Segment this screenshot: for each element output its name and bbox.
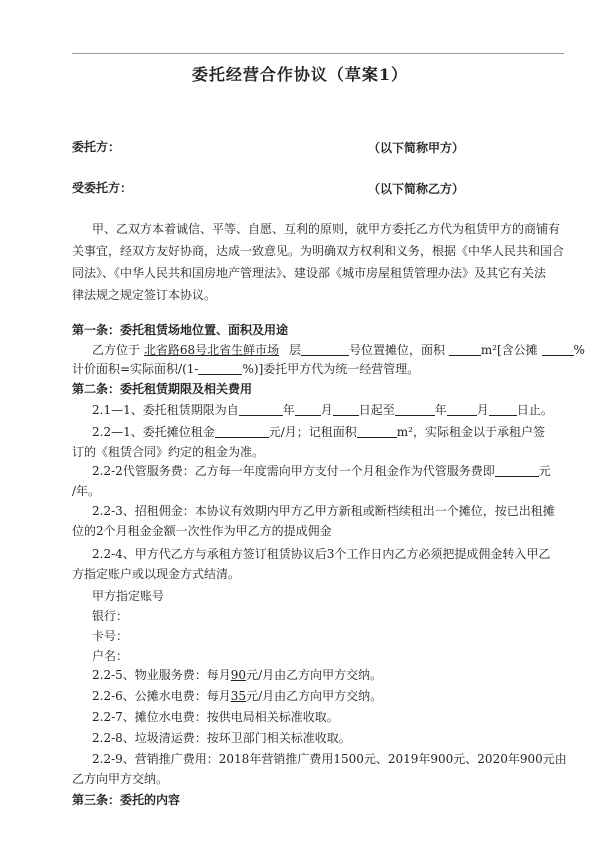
property-fee-value: 90 bbox=[230, 668, 247, 682]
shared-area-blank bbox=[542, 343, 574, 356]
party-a-label: 委托方： bbox=[72, 140, 121, 154]
clause-2-2-1-cont: 订的《租赁合同》约定的租金为准。 bbox=[72, 445, 265, 459]
party-a-note: （以下简称甲方） bbox=[368, 141, 465, 155]
clause-2-2-4-line-1: 2.2-4、甲方代乙方与承租方签订租赁协议后3个工作日内乙方必须把提成佣金转入甲乙 bbox=[92, 547, 551, 561]
party-b-label: 受委托方： bbox=[72, 181, 133, 195]
clause-2-2-1: 2.2—1、委托摊位租金 元/月；记租面积 m²，实际租金以于承租户签 bbox=[92, 425, 545, 439]
clause-2-2-2-cont: /年。 bbox=[72, 484, 101, 498]
card-number-label: 卡号： bbox=[92, 629, 129, 643]
clause-2-2-6: 2.2-6、公摊水电费：每月35元/月由乙方向甲方交纳。 bbox=[92, 689, 383, 703]
clause-2-2-5: 2.2-5、物业服务费：每月90元/月由乙方向甲方交纳。 bbox=[92, 668, 383, 682]
account-title: 甲方指定账号 bbox=[92, 589, 165, 603]
article-2-heading: 第二条：委托租赁期限及相关费用 bbox=[72, 382, 253, 396]
party-b-note: （以下简称乙方） bbox=[368, 182, 465, 196]
clause-2-2-9-line-1: 2.2-9、营销推广费用：2018年营销推广费用1500元、2019年900元、2020年900元由 bbox=[92, 752, 567, 766]
article-1-location-line: 乙方位于 北省路68号北省生鲜市场 层 号位置摊位，面积 m²[含公摊 % bbox=[92, 343, 585, 357]
intro-line-4: 律法规之规定签订本协议。 bbox=[72, 288, 217, 302]
article-1-heading: 第一条：委托租赁场地位置、面积及用途 bbox=[72, 323, 289, 337]
service-fee-blank bbox=[495, 464, 539, 477]
clause-2-2-3-line-1: 2.2-3、招租佣金：本协议有效期内甲方乙甲方新租或断档续租出一个摊位，按已出租摊 bbox=[92, 504, 555, 518]
intro-line-3: 同法》、《中华人民共和国房地产管理法》、建设部《城市房屋租赁管理办法》及其它有关法 bbox=[72, 266, 547, 280]
percent-blank bbox=[198, 362, 242, 375]
account-holder-label: 户名： bbox=[92, 649, 129, 663]
clause-2-2-2: 2.2-2代管服务费：乙方每一年度需向甲方支付一个月租金作为代管服务费即 元 bbox=[92, 464, 551, 478]
intro-line-2: 关事宜，经双方友好协商，达成一致意见。为明确双方权利和义务，根据《中华人民共和国合 bbox=[72, 244, 565, 258]
floor-blank bbox=[301, 343, 349, 356]
shared-utility-fee-value: 35 bbox=[230, 689, 247, 703]
clause-2-2-9-line-2: 乙方向甲方交纳。 bbox=[72, 772, 169, 786]
clause-2-2-7: 2.2-7、摊位水电费：按供电局相关标准收取。 bbox=[92, 710, 339, 724]
rent-blank bbox=[215, 425, 269, 438]
clause-2-2-4-line-2: 方指定账户或以现金方式结清。 bbox=[72, 567, 241, 581]
address-field: 北省路68号北省生鲜市场 bbox=[143, 343, 280, 357]
bank-label: 银行： bbox=[92, 609, 129, 623]
clause-2-2-3-line-2: 位的2个月租金金额一次性作为甲乙方的提成佣金 bbox=[72, 524, 332, 538]
article-3-heading: 第三条：委托的内容 bbox=[72, 793, 181, 807]
header-rule bbox=[72, 53, 564, 54]
intro-line-1: 甲、乙双方本着诚信、平等、自愿、互利的原则，就甲方委托乙方代为租赁甲方的商铺有 bbox=[92, 222, 561, 236]
document-title: 委托经营合作协议（草案1） bbox=[191, 65, 409, 84]
rent-area-blank bbox=[357, 425, 397, 438]
clause-2-1-1: 2.1—1、委托租赁期限为自 年 月 日起至 年 月 日止。 bbox=[92, 403, 553, 417]
article-1-billing-line: 计价面积=实际面积/(1- %)]委托甲方代为统一经营管理。 bbox=[72, 362, 420, 376]
clause-2-2-8: 2.2-8、垃圾清运费：按环卫部门相关标准收取。 bbox=[92, 731, 351, 745]
area-blank bbox=[449, 343, 481, 356]
